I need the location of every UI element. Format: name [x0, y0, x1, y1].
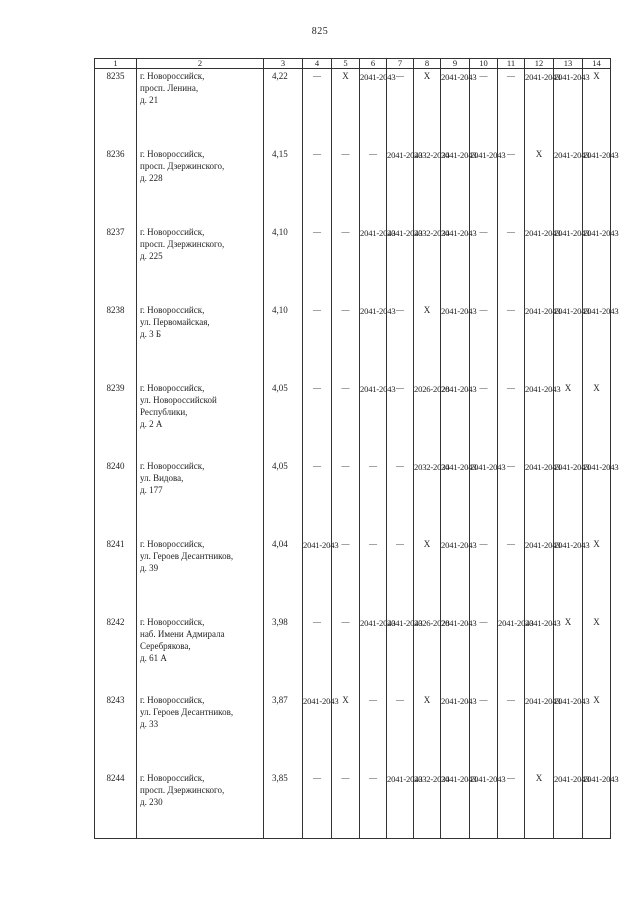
period-value: 2041-2043 [525, 462, 561, 472]
excluded-mark: X [564, 383, 572, 393]
period-value: 2041-2043 [360, 72, 396, 82]
column-header: 6 [360, 59, 387, 69]
period-value: 2041-2043 [554, 306, 590, 316]
not-applicable-dash: — [313, 461, 321, 470]
not-applicable-dash: — [479, 383, 488, 392]
period-value: 2041-2043 [525, 72, 561, 82]
schedule-cell [525, 147, 554, 225]
schedule-cell [387, 771, 423, 839]
area-value: 4,22 [264, 69, 303, 148]
schedule-cell [387, 693, 414, 771]
period-value: 2032-2034 [414, 462, 450, 472]
period-value: 2041-2043 [387, 150, 423, 160]
address-cell [137, 225, 264, 303]
schedule-cell [414, 459, 450, 537]
schedule-cell [441, 303, 477, 381]
building-number: 8240 [95, 459, 137, 537]
address-line: г. Новороссийск, [140, 695, 205, 705]
address-line: д. 2 А [140, 419, 163, 429]
not-applicable-dash: — [479, 617, 488, 626]
excluded-mark: X [535, 773, 543, 783]
address-line: просп. Ленина, [140, 83, 199, 93]
schedule-cell [303, 771, 332, 839]
not-applicable-dash: — [396, 383, 404, 392]
period-value: 2041-2043 [554, 228, 590, 238]
not-applicable-dash: — [369, 149, 377, 158]
schedule-cell [470, 147, 506, 225]
address-line: г. Новороссийск, [140, 305, 205, 315]
not-applicable-dash: — [479, 227, 488, 236]
period-value: 2026-2028 [414, 618, 450, 628]
not-applicable-dash: — [313, 227, 321, 236]
address-line: д. 61 А [140, 653, 167, 663]
excluded-mark: X [423, 305, 431, 315]
schedule-cell [525, 69, 561, 148]
area-value: 4,04 [264, 537, 303, 615]
address-line: Республики, [140, 407, 188, 417]
address-cell [137, 303, 264, 381]
period-value: 2041-2043 [470, 150, 506, 160]
address-line: г. Новороссийск, [140, 149, 205, 159]
schedule-cell [498, 615, 534, 693]
schedule-cell [387, 537, 414, 615]
schedule-cell [360, 693, 387, 771]
schedule-cell [441, 459, 477, 537]
schedule-cell [498, 381, 525, 459]
schedule-cell [387, 459, 414, 537]
schedule-cell [583, 771, 619, 839]
schedule-cell [525, 459, 561, 537]
excluded-mark: X [423, 71, 431, 81]
building-number: 8243 [95, 693, 137, 771]
schedule-cell [525, 225, 561, 303]
schedule-cell [332, 615, 360, 693]
address-cell [137, 69, 264, 148]
schedule-cell [441, 537, 477, 615]
not-applicable-dash: — [507, 539, 515, 548]
schedule-cell [583, 303, 619, 381]
address-line: д. 230 [140, 797, 163, 807]
not-applicable-dash: — [313, 617, 321, 626]
period-value: 2041-2043 [554, 540, 590, 550]
excluded-mark: X [593, 695, 600, 705]
table-row [95, 537, 611, 615]
register-table [94, 58, 619, 839]
table-row [95, 771, 611, 839]
period-value: 2041-2043 [441, 618, 477, 628]
schedule-cell [441, 771, 477, 839]
period-value: 2041-2043 [441, 150, 477, 160]
schedule-cell [360, 771, 387, 839]
period-value: 2041-2043 [583, 306, 619, 316]
column-header: 8 [414, 59, 441, 69]
address-line: ул. Героев Десантников, [140, 551, 234, 561]
schedule-cell [387, 615, 423, 693]
schedule-cell [498, 303, 525, 381]
schedule-cell [332, 303, 360, 381]
excluded-mark: X [593, 617, 600, 627]
address-line: д. 21 [140, 95, 159, 105]
schedule-cell [554, 459, 590, 537]
not-applicable-dash: — [396, 461, 404, 470]
schedule-cell [441, 225, 477, 303]
schedule-cell [554, 771, 590, 839]
address-line: ул. Первомайская, [140, 317, 210, 327]
building-number: 8235 [95, 69, 137, 148]
area-value: 4,10 [264, 303, 303, 381]
not-applicable-dash: — [313, 71, 321, 80]
not-applicable-dash: — [507, 149, 515, 158]
column-header: 11 [498, 59, 525, 69]
period-value: 2041-2043 [387, 618, 423, 628]
address-line: наб. Имени Адмирала [140, 629, 225, 639]
period-value: 2041-2043 [360, 306, 396, 316]
schedule-cell [441, 69, 477, 148]
schedule-cell [360, 69, 396, 148]
schedule-cell [360, 225, 396, 303]
column-header: 12 [525, 59, 554, 69]
schedule-cell [303, 459, 332, 537]
address-cell [137, 693, 264, 771]
not-applicable-dash: — [479, 305, 488, 314]
schedule-cell [441, 381, 477, 459]
column-header: 14 [583, 59, 611, 69]
table-row [95, 147, 611, 225]
period-value: 2041-2043 [525, 618, 561, 628]
schedule-cell [332, 147, 360, 225]
period-value: 2041-2043 [554, 774, 590, 784]
schedule-cell [303, 69, 332, 148]
excluded-mark: X [564, 617, 572, 627]
building-number: 8244 [95, 771, 137, 839]
schedule-cell [303, 303, 332, 381]
excluded-mark: X [342, 71, 349, 81]
excluded-mark: X [593, 383, 600, 393]
schedule-cell [414, 693, 441, 771]
period-value: 2041-2043 [525, 696, 561, 706]
schedule-cell [554, 225, 590, 303]
schedule-cell [525, 693, 561, 771]
not-applicable-dash: — [507, 461, 515, 470]
address-line: д. 177 [140, 485, 163, 495]
address-line: д. 33 [140, 719, 159, 729]
schedule-cell [360, 459, 387, 537]
table-row [95, 303, 611, 381]
schedule-cell [498, 537, 525, 615]
schedule-cell [583, 147, 619, 225]
address-line: Серебрякова, [140, 641, 191, 651]
address-line: г. Новороссийск, [140, 71, 205, 81]
period-value: 2041-2043 [554, 72, 590, 82]
address-line: г. Новороссийск, [140, 539, 205, 549]
column-header: 7 [387, 59, 414, 69]
schedule-cell [470, 459, 506, 537]
period-value: 2041-2043 [360, 618, 396, 628]
register-body [95, 69, 619, 839]
schedule-cell [414, 69, 441, 148]
building-number: 8242 [95, 615, 137, 693]
period-value: 2041-2043 [441, 228, 477, 238]
period-value: 2041-2043 [554, 696, 590, 706]
address-cell [137, 147, 264, 225]
not-applicable-dash: — [341, 305, 350, 314]
schedule-cell [414, 381, 450, 459]
period-value: 2032-2034 [414, 150, 450, 160]
period-value: 2041-2043 [360, 228, 396, 238]
schedule-cell [525, 615, 561, 693]
table-row [95, 693, 611, 771]
address-cell [137, 537, 264, 615]
area-value: 3,98 [264, 615, 303, 693]
schedule-cell [360, 615, 396, 693]
column-header: 1 [95, 59, 137, 69]
page-number: 825 [311, 26, 329, 37]
not-applicable-dash: — [369, 539, 377, 548]
address-cell [137, 615, 264, 693]
address-line: г. Новороссийск, [140, 461, 205, 471]
period-value: 2041-2043 [470, 774, 506, 784]
schedule-cell [525, 381, 561, 459]
address-line: г. Новороссийск, [140, 773, 205, 783]
period-value: 2041-2043 [441, 774, 477, 784]
schedule-cell [303, 537, 339, 615]
period-value: 2041-2043 [554, 462, 590, 472]
period-value: 2041-2043 [360, 384, 396, 394]
building-number: 8237 [95, 225, 137, 303]
area-value: 4,05 [264, 381, 303, 459]
not-applicable-dash: — [341, 149, 350, 158]
not-applicable-dash: — [396, 695, 404, 704]
period-value: 2041-2043 [583, 150, 619, 160]
schedule-cell [583, 615, 611, 693]
schedule-cell [414, 225, 450, 303]
address-cell [137, 459, 264, 537]
area-value: 3,87 [264, 693, 303, 771]
schedule-cell [554, 147, 590, 225]
schedule-cell [387, 225, 423, 303]
schedule-cell [414, 303, 441, 381]
not-applicable-dash: — [341, 461, 350, 470]
building-number: 8239 [95, 381, 137, 459]
schedule-cell [498, 693, 525, 771]
schedule-cell [583, 381, 611, 459]
not-applicable-dash: — [369, 773, 377, 782]
column-header: 2 [137, 59, 264, 69]
schedule-cell [470, 771, 506, 839]
not-applicable-dash: — [507, 71, 515, 80]
period-value: 2041-2043 [441, 72, 477, 82]
schedule-cell [525, 771, 554, 839]
not-applicable-dash: — [479, 71, 488, 80]
table-row [95, 225, 611, 303]
schedule-cell [554, 69, 590, 148]
period-value: 2041-2043 [554, 150, 590, 160]
period-value: 2041-2043 [525, 540, 561, 550]
schedule-cell [303, 147, 332, 225]
schedule-cell [414, 615, 450, 693]
schedule-cell [525, 537, 561, 615]
address-line: г. Новороссийск, [140, 227, 205, 237]
schedule-cell [441, 147, 477, 225]
schedule-cell [360, 303, 396, 381]
excluded-mark: X [423, 539, 431, 549]
area-value: 4,05 [264, 459, 303, 537]
area-value: 4,10 [264, 225, 303, 303]
excluded-mark: X [342, 695, 349, 705]
address-cell [137, 381, 264, 459]
area-value: 4,15 [264, 147, 303, 225]
schedule-cell [441, 615, 477, 693]
building-number: 8241 [95, 537, 137, 615]
excluded-mark: X [593, 539, 600, 549]
address-line: г. Новороссийск, [140, 617, 205, 627]
excluded-mark: X [535, 149, 543, 159]
address-line: д. 3 Б [140, 329, 161, 339]
not-applicable-dash: — [313, 773, 321, 782]
schedule-cell [414, 537, 441, 615]
schedule-cell [332, 771, 360, 839]
period-value: 2041-2043 [470, 462, 506, 472]
period-value: 2041-2043 [525, 228, 561, 238]
not-applicable-dash: — [341, 617, 350, 626]
schedule-cell [303, 615, 332, 693]
column-header: 5 [332, 59, 360, 69]
schedule-cell [583, 225, 619, 303]
period-value: 2041-2043 [303, 540, 339, 550]
table-row [95, 615, 611, 693]
period-value: 2032-2034 [414, 774, 450, 784]
period-value: 2041-2043 [441, 696, 477, 706]
not-applicable-dash: — [479, 539, 488, 548]
period-value: 2041-2043 [583, 774, 619, 784]
not-applicable-dash: — [507, 305, 515, 314]
period-value: 2041-2043 [441, 384, 477, 394]
period-value: 2032-2034 [414, 228, 450, 238]
not-applicable-dash: — [479, 695, 488, 704]
address-line: д. 225 [140, 251, 163, 261]
schedule-cell [525, 303, 561, 381]
period-value: 2041-2043 [441, 540, 477, 550]
column-header: 4 [303, 59, 332, 69]
period-value: 2041-2043 [441, 306, 477, 316]
period-value: 2041-2043 [583, 462, 619, 472]
address-line: ул. Героев Десантников, [140, 707, 234, 717]
not-applicable-dash: — [341, 383, 350, 392]
schedule-cell [360, 381, 396, 459]
excluded-mark: X [593, 71, 600, 81]
period-value: 2041-2043 [525, 384, 561, 394]
schedule-cell [303, 225, 332, 303]
column-header: 9 [441, 59, 470, 69]
address-line: ул. Видова, [140, 473, 184, 483]
schedule-cell [303, 381, 332, 459]
period-value: 2041-2043 [498, 618, 534, 628]
column-header: 13 [554, 59, 583, 69]
period-value: 2041-2043 [303, 696, 339, 706]
schedule-cell [414, 771, 450, 839]
schedule-cell [332, 381, 360, 459]
column-header: 3 [264, 59, 303, 69]
table-row [95, 381, 611, 459]
not-applicable-dash: — [396, 71, 404, 80]
schedule-cell [583, 459, 619, 537]
address-line: д. 39 [140, 563, 159, 573]
schedule-cell [332, 459, 360, 537]
schedule-cell [498, 225, 525, 303]
not-applicable-dash: — [313, 383, 321, 392]
schedule-cell [498, 69, 525, 148]
schedule-cell [387, 147, 423, 225]
period-value: 2041-2043 [387, 774, 423, 784]
excluded-mark: X [423, 695, 431, 705]
address-line: д. 228 [140, 173, 163, 183]
address-line: просп. Дзержинского, [140, 239, 225, 249]
period-value: 2041-2043 [441, 462, 477, 472]
not-applicable-dash: — [507, 773, 515, 782]
period-value: 2041-2043 [583, 228, 619, 238]
address-cell [137, 771, 264, 839]
schedule-cell [303, 693, 339, 771]
address-line: просп. Дзержинского, [140, 785, 225, 795]
not-applicable-dash: — [341, 539, 350, 548]
building-number: 8236 [95, 147, 137, 225]
building-number: 8238 [95, 303, 137, 381]
schedule-cell [360, 147, 387, 225]
schedule-cell [441, 693, 477, 771]
schedule-cell [332, 225, 360, 303]
not-applicable-dash: — [507, 383, 515, 392]
not-applicable-dash: — [341, 773, 350, 782]
not-applicable-dash: — [507, 227, 515, 236]
not-applicable-dash: — [313, 305, 321, 314]
area-value: 3,85 [264, 771, 303, 839]
schedule-cell [554, 303, 590, 381]
address-line: ул. Новороссийской [140, 395, 217, 405]
period-value: 2041-2043 [387, 228, 423, 238]
column-header: 10 [470, 59, 498, 69]
not-applicable-dash: — [396, 539, 404, 548]
schedule-cell [554, 693, 590, 771]
table-row [95, 459, 611, 537]
period-value: 2041-2043 [525, 306, 561, 316]
schedule-cell [360, 537, 387, 615]
schedule-cell [414, 147, 450, 225]
not-applicable-dash: — [369, 461, 377, 470]
not-applicable-dash: — [369, 695, 377, 704]
not-applicable-dash: — [396, 305, 404, 314]
not-applicable-dash: — [313, 149, 321, 158]
column-number-row [95, 59, 611, 69]
schedule-cell [554, 537, 590, 615]
not-applicable-dash: — [507, 695, 515, 704]
period-value: 2026-2028 [414, 384, 450, 394]
table-row [95, 69, 611, 148]
not-applicable-dash: — [341, 227, 350, 236]
schedule-cell [332, 69, 360, 148]
address-line: г. Новороссийск, [140, 383, 205, 393]
address-line: просп. Дзержинского, [140, 161, 225, 171]
